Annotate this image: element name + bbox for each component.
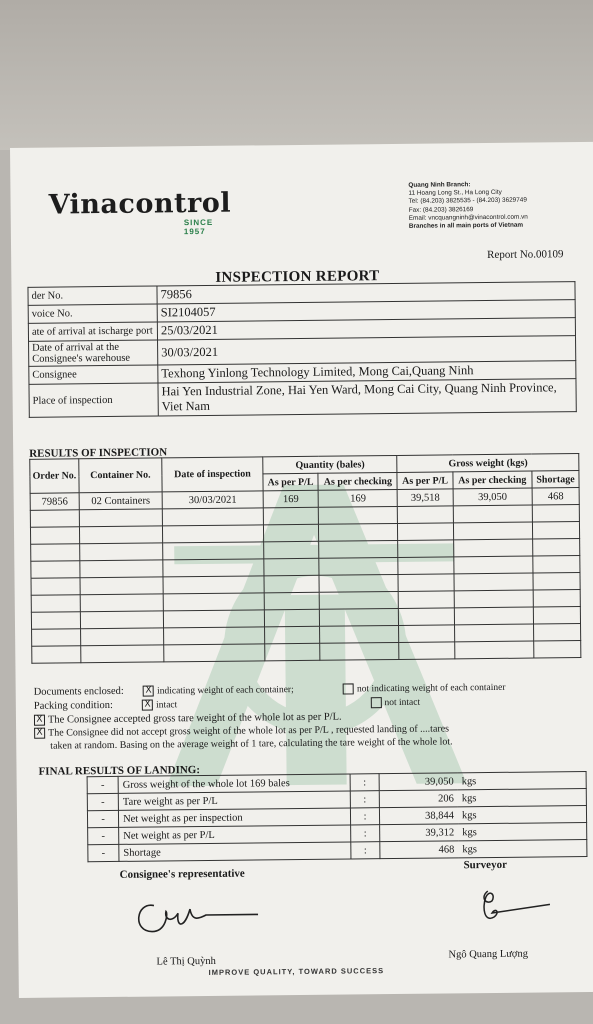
row-value: 39,050	[379, 773, 458, 791]
cell-qty-check: 169	[318, 489, 397, 507]
row-dash: -	[88, 827, 119, 844]
col-gw-check: As per checking	[453, 471, 532, 489]
row-dash: -	[87, 776, 118, 793]
footer-slogan: IMPROVE QUALITY, TOWARD SUCCESS	[208, 966, 385, 977]
row-value: 468	[380, 841, 459, 859]
row-label: Shortage	[119, 842, 351, 861]
report-number: Report No.00109	[487, 248, 564, 262]
row-colon: :	[350, 791, 379, 808]
field-value: 79856	[157, 282, 575, 304]
field-value: Texhong Yinlong Technology Limited, Mong Cai,Quang Ninh	[158, 361, 576, 383]
field-place-of-inspection	[29, 379, 576, 418]
field-value: 25/03/2021	[157, 318, 575, 340]
row-dash: -	[88, 844, 119, 861]
cell-date: 30/03/2021	[162, 491, 263, 509]
documents-checkbox-indicating: X	[143, 686, 154, 697]
results-title: RESULTS OF INSPECTION	[29, 446, 168, 460]
row-dash: -	[87, 793, 118, 810]
row-value: 206	[379, 790, 458, 808]
results-table	[29, 453, 581, 664]
documents-opt-indicating: indicating weight of each container;	[157, 685, 294, 697]
branch-ports: Branches in all main ports of Vietnam	[408, 221, 524, 230]
row-unit: kgs	[458, 839, 587, 857]
field-value: Hai Yen Industrial Zone, Hai Yen Ward, Mong Cai City, Quang Ninh Province, Viet Nam	[158, 379, 576, 416]
statement-text: The Consignee accepted gross tare weight of the whole lot as per P/L.	[47, 711, 342, 726]
document-sheet	[10, 142, 593, 998]
branch-info	[408, 181, 528, 231]
conditions-block	[34, 680, 585, 753]
branch-fax: Fax: (84.203) 3826169	[408, 205, 474, 214]
col-shortage: Shortage	[532, 471, 579, 488]
col-quantity: Quantity (bales)	[263, 455, 398, 473]
consignee-signature	[126, 890, 267, 941]
field-label: ate of arrival at ischarge port	[28, 322, 157, 341]
field-label: der No.	[28, 286, 157, 305]
col-container: Container No.	[79, 458, 162, 493]
branch-title: Quang Ninh Branch:	[408, 181, 471, 189]
cell-gw-check: 39,050	[453, 488, 532, 506]
branch-email: Email: vncquangninh@vinacontrol.com.vn	[408, 213, 528, 222]
cell-container: 02 Containers	[79, 492, 162, 510]
row-label: Tare weight as per P/L	[118, 791, 350, 810]
statement-checkbox: X	[34, 715, 45, 726]
row-unit: kgs	[458, 805, 587, 823]
row-label: Net weight as per P/L	[119, 825, 351, 844]
cell-shortage: 468	[532, 488, 579, 505]
col-qty-pl: As per P/L	[263, 473, 318, 491]
row-value: 39,312	[380, 824, 459, 842]
company-name: Vinacontrol	[48, 187, 232, 221]
row-colon: :	[350, 808, 379, 825]
col-date: Date of inspection	[162, 457, 263, 492]
col-gross: Gross weight (kgs)	[397, 454, 579, 473]
statement-checkbox: X	[34, 728, 45, 739]
field-label: Place of inspection	[29, 383, 158, 417]
documents-opt-not-indicating: not indicating weight of each container	[356, 682, 506, 695]
background-surface	[0, 0, 593, 150]
field-label: Date of arrival at the Consignee's warehouse	[29, 340, 158, 366]
cell-order: 79856	[30, 493, 79, 511]
col-order: Order No.	[30, 459, 79, 494]
cell-gw-pl: 39,518	[398, 489, 453, 507]
packing-checkbox-not-intact	[370, 697, 381, 708]
cell-qty-pl: 169	[263, 490, 318, 508]
consignee-name: Lê Thị Quỳnh	[156, 955, 216, 968]
row-label: Net weight as per inspection	[118, 808, 350, 827]
surveyor-label: Surveyor	[463, 858, 507, 872]
col-qty-check: As per checking	[318, 472, 397, 490]
packing-opt-intact: intact	[156, 700, 178, 711]
row-unit: kgs	[458, 772, 587, 790]
field-label: voice No.	[28, 304, 157, 323]
field-label: Consignee	[29, 365, 158, 384]
packing-checkbox-intact: X	[142, 700, 153, 711]
field-value: 30/03/2021	[158, 336, 576, 365]
row-dash: -	[87, 810, 118, 827]
row-colon: :	[350, 774, 379, 791]
row-unit: kgs	[458, 822, 587, 840]
surveyor-signature	[470, 882, 561, 933]
row-value: 38,844	[379, 807, 458, 825]
surveyor-name: Ngô Quang Lượng	[448, 948, 529, 961]
statement-continuation: taken at random. Basing on the average weight of 1 tare, calculating the tare weight of the whole lot.	[50, 736, 453, 752]
documents-label: Documents enclosed:	[33, 685, 124, 698]
company-since: SINCE 1957	[183, 217, 214, 237]
vinacontrol-logo	[48, 187, 232, 237]
row-label: Gross weight of the whole lot 169 bales	[118, 774, 350, 793]
packing-opt-not-intact: not intact	[384, 697, 421, 709]
row-colon: :	[351, 842, 380, 859]
field-value: SI2104057	[157, 300, 575, 322]
final-results-table	[87, 771, 588, 862]
packing-label: Packing condition:	[33, 699, 113, 712]
branch-tel: Tel: (84.203) 3825535 - (84.203) 3629749	[408, 196, 527, 206]
statement-text: The Consignee did not accept gross weight of the whole lot as per P/L , requested landing of ....tares	[48, 723, 450, 739]
row-unit: kgs	[458, 789, 587, 807]
final-results-title: FINAL RESULTS OF LANDING:	[38, 764, 201, 778]
header-fields-table	[27, 281, 576, 418]
row-colon: :	[351, 825, 380, 842]
col-gw-pl: As per P/L	[397, 472, 452, 490]
documents-checkbox-not-indicating	[343, 684, 354, 695]
branch-address: 11 Hoang Long St., Ha Long City	[408, 189, 502, 198]
report-title: INSPECTION REPORT	[215, 268, 380, 286]
consignee-representative-label: Consignee's representative	[119, 867, 245, 881]
